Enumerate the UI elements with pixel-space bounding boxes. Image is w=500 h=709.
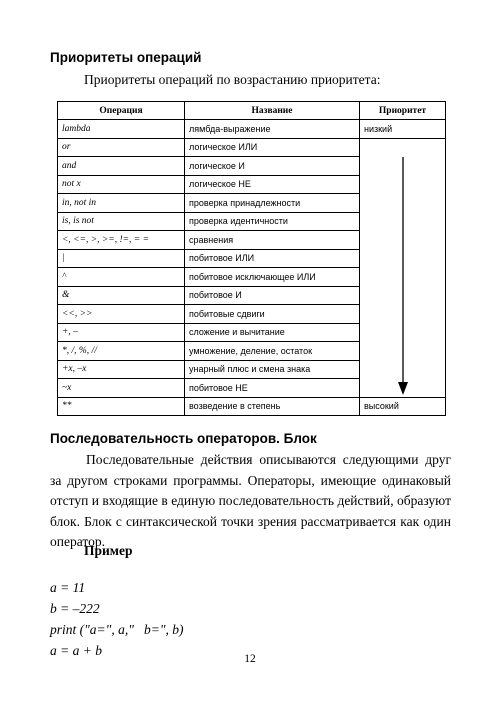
operation-cell: <<, >> — [58, 305, 185, 324]
intro-text: Приоритеты операций по возрастанию приоритета: — [84, 72, 381, 87]
priority-arrow-icon — [395, 157, 411, 397]
name-cell: логическое НЕ — [185, 175, 360, 194]
name-cell: побитовое ИЛИ — [185, 249, 360, 268]
name-cell: умножение, деление, остаток — [185, 342, 360, 361]
name-cell: проверка идентичности — [185, 212, 360, 231]
operation-cell: & — [58, 286, 185, 305]
operation-cell: and — [58, 157, 185, 176]
table-row — [58, 120, 446, 139]
code-line: a = 11 — [50, 580, 86, 595]
name-cell: логическое ИЛИ — [185, 138, 360, 157]
code-line: print ("a=", a," b=", b) — [50, 622, 184, 637]
priority-cell: высокий — [360, 397, 446, 416]
operation-cell: is, is not — [58, 212, 185, 231]
name-cell: побитовое И — [185, 286, 360, 305]
priority-table — [57, 101, 446, 416]
block-paragraph: Последовательные действия описываются следующими друг за другом строками программы. Операторы, имеющие одинаковый отступ и входящие в единую последовательность действий, образуют блок. Блок с синтаксической точки зрения рассматривается как один оператор. — [50, 452, 451, 550]
name-cell: побитовое НЕ — [185, 379, 360, 398]
operation-cell: or — [58, 138, 185, 157]
operation-cell: *, /, %, // — [58, 342, 185, 361]
operation-cell: +, – — [58, 323, 185, 342]
name-cell: проверка принадлежности — [185, 194, 360, 213]
example-title: Пример — [84, 543, 133, 558]
table-header-row — [58, 102, 446, 120]
table-row — [58, 138, 446, 157]
operation-cell: not x — [58, 175, 185, 194]
operation-cell: | — [58, 249, 185, 268]
table-row — [58, 397, 446, 416]
header-name: Название — [185, 102, 360, 120]
operation-cell: <, <=, >, >=, !=, = = — [58, 231, 185, 250]
name-cell: возведение в степень — [185, 397, 360, 416]
code-line: b = –222 — [50, 601, 100, 616]
section-heading-priorities: Приоритеты операций — [50, 50, 202, 65]
page-number: 12 — [244, 653, 256, 665]
operation-cell: ** — [58, 397, 185, 416]
code-example — [50, 577, 184, 661]
operation-cell: ~x — [58, 379, 185, 398]
priority-cell: низкий — [360, 120, 446, 139]
operation-cell: ^ — [58, 268, 185, 287]
section-heading-block: Последовательность операторов. Блок — [50, 431, 317, 446]
name-cell: лямбда-выражение — [185, 120, 360, 139]
header-priority: Приоритет — [360, 102, 446, 120]
operation-cell: +x, –x — [58, 360, 185, 379]
name-cell: побитовые сдвиги — [185, 305, 360, 324]
code-line: a = a + b — [50, 643, 102, 658]
name-cell: унарный плюс и смена знака — [185, 360, 360, 379]
operation-cell: lambda — [58, 120, 185, 139]
table-body — [58, 120, 446, 416]
name-cell: сложение и вычитание — [185, 323, 360, 342]
operation-cell: in, not in — [58, 194, 185, 213]
name-cell: логическое И — [185, 157, 360, 176]
name-cell: сравнения — [185, 231, 360, 250]
header-operation: Операция — [58, 102, 185, 120]
name-cell: побитовое исключающее ИЛИ — [185, 268, 360, 287]
